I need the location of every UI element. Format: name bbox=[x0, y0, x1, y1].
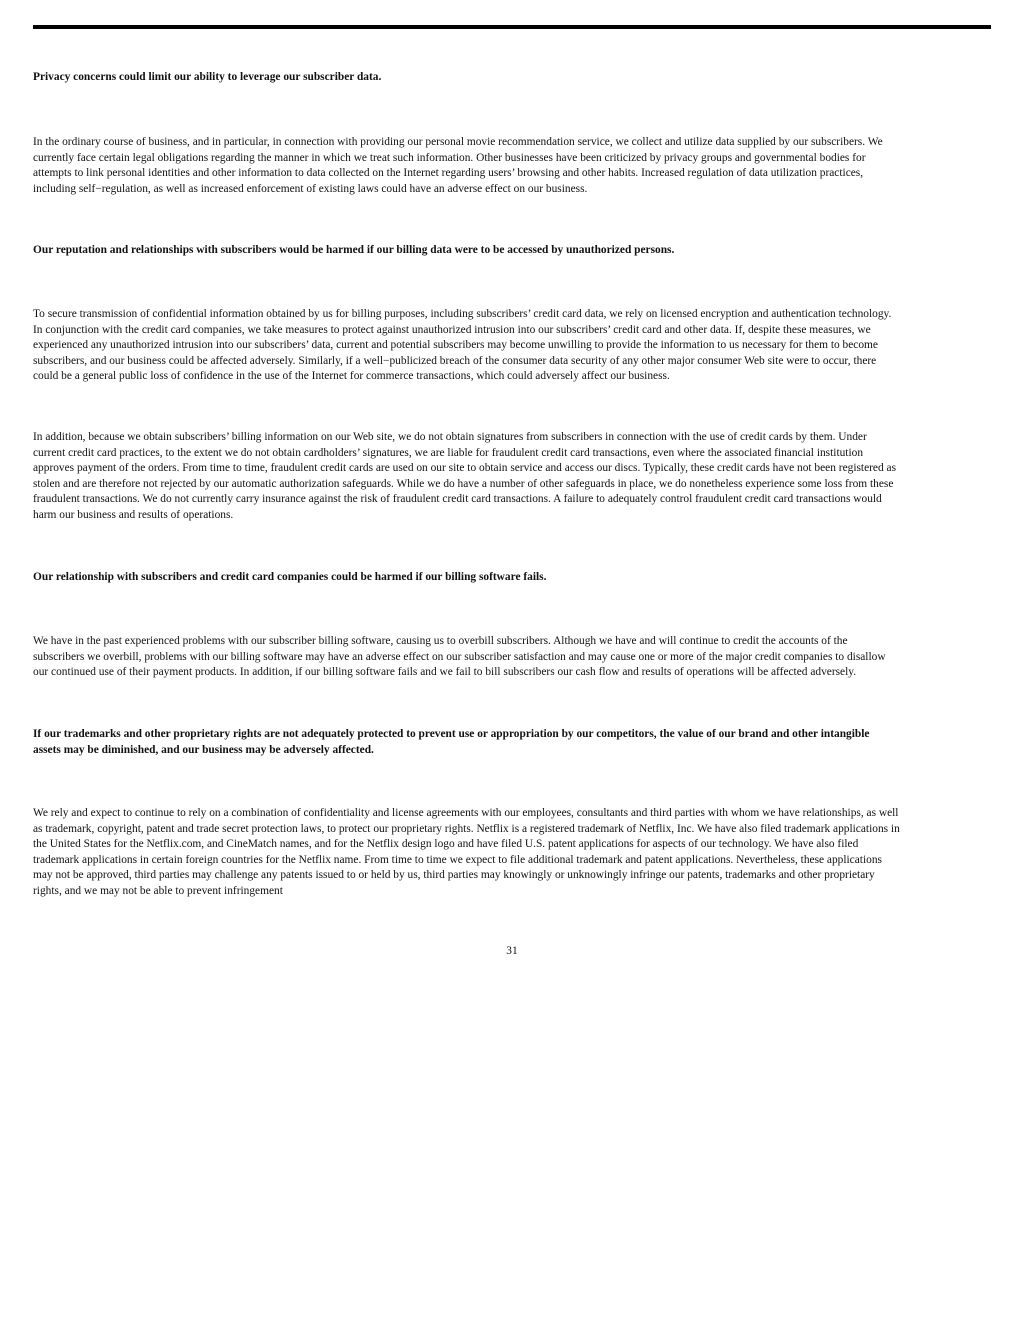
text-line: our continued use of their payment products. In addition, if our billing software fails and we fail to bill subscribers our cash flow and results of operations will be affected adversely. bbox=[33, 666, 857, 678]
paragraph-billing-software bbox=[33, 634, 993, 681]
text-line: stolen and are therefore not rejected by our automatic authorization safeguards. While we do have a number of other safeguards in place, we do nonetheless experience some loss from these bbox=[33, 477, 894, 490]
text-line: In conjunction with the credit card companies, we take measures to protect against unauthorized intrusion into our subscribers’ credit card and other data. If, despite these measures, we bbox=[33, 323, 871, 336]
text-line: We have in the past experienced problems with our subscriber billing software, causing us to overbill subscribers. Although we have and will continue to credit the accounts of the bbox=[33, 635, 848, 647]
heading-trademarks bbox=[33, 727, 993, 758]
text-line: subscribers we overbill, problems with our billing software may have an adverse effect on our subscriber satisfaction and may cause one or more of the major credit companies to disallow bbox=[33, 650, 886, 663]
text-line: harm our business and results of operations. bbox=[33, 508, 234, 521]
paragraph-encryption bbox=[33, 307, 993, 385]
text-line: If our trademarks and other proprietary rights are not adequately protected to prevent use or appropriation by our competitors, the value of our brand and other intangible bbox=[33, 728, 870, 740]
text-line: Privacy concerns could limit our ability to leverage our subscriber data. bbox=[33, 71, 382, 83]
text-line: rights, and we may not be able to prevent infringement bbox=[33, 884, 283, 897]
paragraph-trademarks bbox=[33, 806, 993, 899]
text-line: current credit card practices, to the extent we do not obtain cardholders’ signatures, we are liable for fraudulent credit card transactions, even where the associated financial institution bbox=[33, 446, 864, 459]
paragraph-fraud bbox=[33, 430, 993, 523]
text-line: Our reputation and relationships with subscribers would be harmed if our billing data were to be accessed by unauthorized persons. bbox=[33, 244, 675, 256]
text-line: trademark applications in certain foreign countries for the Netflix name. From time to time we expect to file additional trademark and patent applications. Nevertheless, these applications bbox=[33, 853, 882, 866]
text-line: including self−regulation, as well as increased enforcement of existing laws could have an adverse effect on our business. bbox=[33, 182, 588, 195]
text-line: approves payment of the orders. From time to time, fraudulent credit cards are used on our site to obtain service and access our discs. Typically, these credit cards have not been registered as bbox=[33, 462, 897, 474]
text-line: To secure transmission of confidential information obtained by us for billing purposes, including subscribers’ credit card data, we rely on licensed encryption and authentication technology. bbox=[33, 308, 892, 320]
text-line: could be a general public loss of confidence in the use of the Internet for commerce transactions, which could adversely affect our business. bbox=[33, 370, 670, 382]
text-line: experienced any unauthorized intrusion into our subscribers’ data, current and potential subscribers may become unwilling to provide the information to us necessary for them to become bbox=[33, 339, 878, 351]
text-line: fraudulent transactions. We do not currently carry insurance against the risk of fraudulent credit card transactions. A failure to adequately control fraudulent credit card transactions would bbox=[33, 493, 882, 505]
top-rule bbox=[33, 25, 991, 29]
text-line: attempts to link personal identities and other information to data collected on the Internet regarding users’ browsing and other habits. Increased regulation of data utilization practices, bbox=[33, 167, 864, 179]
text-line: currently face certain legal obligations regarding the manner in which we treat such information. Other businesses have been criticized by privacy groups and governmental bodies for bbox=[33, 151, 866, 164]
page-number: 31 bbox=[506, 945, 518, 957]
heading-billing-data bbox=[33, 243, 993, 259]
text-line: Our relationship with subscribers and credit card companies could be harmed if our billing software fails. bbox=[33, 571, 547, 583]
text-line: may not be approved, third parties may challenge any patents issued to or held by us, third parties may knowingly or unknowingly infringe our patents, trademarks and other proprietary bbox=[33, 869, 875, 881]
text-line: subscribers, and our business could be affected adversely. Similarly, if a well−publicized breach of the consumer data security of any other major consumer Web site were to occur, there bbox=[33, 354, 877, 367]
heading-billing-software bbox=[33, 570, 993, 586]
text-line: We rely and expect to continue to rely on a combination of confidentiality and license agreements with our employees, consultants and third parties with whom we have relationships, as well bbox=[33, 807, 899, 819]
text-line: In the ordinary course of business, and in particular, in connection with providing our personal movie recommendation service, we collect and utilize data supplied by our subscribers. We bbox=[33, 136, 883, 148]
text-line: assets may be diminished, and our business may be adversely affected. bbox=[33, 743, 374, 756]
text-line: the United States for the Netflix.com, and CineMatch names, and for the Netflix design logo and have filed U.S. patent applications for aspects of our technology. We have also filed bbox=[33, 838, 859, 850]
heading-privacy bbox=[33, 70, 993, 86]
paragraph-privacy bbox=[33, 135, 993, 197]
text-line: as trademark, copyright, patent and trade secret protection laws, to protect our proprietary rights. Netflix is a registered trademark of Netflix, Inc. We have also filed trademark applications in bbox=[33, 822, 900, 835]
text-line: In addition, because we obtain subscribers’ billing information on our Web site, we do not obtain signatures from subscribers in connection with the use of credit cards by them. Under bbox=[33, 431, 867, 443]
